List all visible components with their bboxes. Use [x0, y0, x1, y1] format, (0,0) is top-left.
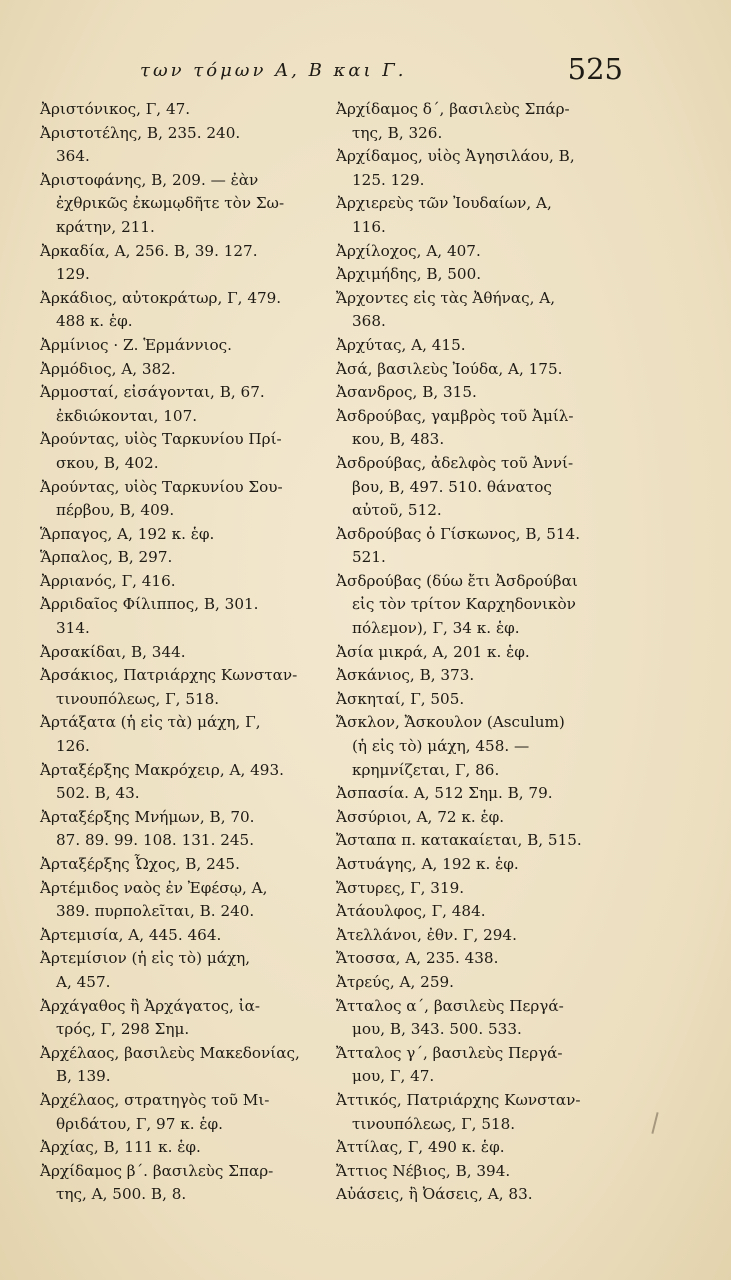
- index-entry: Ἀριστοφάνης, Β, 209. — ἐὰν ἐχθρικῶς ἐκωμῳδῆτε τὸν Σω- κράτην, 211.: [40, 170, 285, 236]
- index-entry: Ἀρχίδαμος, υἱὸς Ἀγησιλάου, Β, 125. 129.: [336, 147, 575, 189]
- index-entry: Ἀρριανός, Γ, 416.: [40, 571, 176, 590]
- index-entry: Ἀρτάξατα (ἡ εἰς τὰ) μάχη, Γ, 126.: [40, 713, 261, 756]
- index-entry: Ἀριστόνικος, Γ, 47.: [40, 100, 191, 118]
- index-entry: Ἁρμοσταί, εἰσάγονται, Β, 67. ἐκδιώκονται, 107.: [40, 383, 265, 425]
- index-entry: Ἀρχέλαος, βασιλεὺς Μακεδονίας, Β, 139.: [40, 1043, 300, 1086]
- index-entry: Ἀρτεμισία, Α, 445. 464.: [40, 925, 222, 944]
- index-entry: Ἀσπασία. Α, 512 Σημ. Β, 79.: [336, 784, 553, 803]
- index-entry: Ἄσκλον, Ἄσκουλον (Asculum) (ἡ εἰς τὸ) μάχη, 458. — κρημνίζεται, Γ, 86.: [336, 713, 565, 779]
- index-entry: Ἀρκαδία, Α, 256. Β, 39. 127. 129.: [40, 241, 258, 284]
- index-column-left: [40, 98, 326, 1207]
- index-entry: Ἀσία μικρά, Α, 201 κ. ἑφ.: [336, 642, 530, 661]
- index-entry: Ἀρχύτας, Α, 415.: [336, 335, 466, 354]
- index-entry: Ἀττίλας, Γ, 490 κ. ἑφ.: [336, 1138, 505, 1157]
- index-entry: Ἀτελλάνοι, ἐθν. Γ, 294.: [336, 925, 517, 944]
- index-entry: Ἀρσάκιος, Πατριάρχης Κωνσταν- τινουπόλεως, Γ, 518.: [40, 666, 298, 708]
- index-entry: Ἄρχοντες εἰς τὰς Ἀθήνας, Α, 368.: [336, 288, 556, 331]
- index-entry: Ἀρχέλαος, στρατηγὸς τοῦ Μι- θριδάτου, Γ, 97 κ. ἑφ.: [40, 1090, 270, 1133]
- index-entry: Ἄτοσσα, Α, 235. 438.: [336, 949, 499, 968]
- index-entry: Ἅρπαλος, Β, 297.: [40, 548, 173, 567]
- index-entry: Ἄστυρες, Γ, 319.: [336, 878, 465, 897]
- index-entry: Ἀσσύριοι, Α, 72 κ. ἑφ.: [336, 807, 505, 826]
- index-entry: Ἀσδρούβας ὁ Γίσκωνος, Β, 514. 521.: [336, 524, 581, 567]
- index-entry: Ἀσκάνιος, Β, 373.: [336, 666, 475, 685]
- page-header: [0, 52, 731, 86]
- index-entry: Ἀρούντας, υἱὸς Ταρκυνίου Πρί- σκου, Β, 402.: [40, 430, 282, 472]
- index-entry: Ἀσδρούβας (δύω ἔτι Ἀσδρούβαι εἰς τὸν τρίτον Καρχηδονικὸν πόλεμον), Γ, 34 κ. ἑφ.: [336, 571, 578, 638]
- index-entry: Ἀρταξέρξης Ὦχος, Β, 245.: [40, 855, 240, 873]
- ink-mark: [651, 1112, 658, 1134]
- index-entry: Ἀσδρούβας, ἀδελφὸς τοῦ Ἀννί- βου, Β, 497. 510. θάνατος αὐτοῦ, 512.: [336, 453, 574, 520]
- index-entry: Ἅρπαγος, Α, 192 κ. ἑφ.: [40, 524, 215, 543]
- page-number: 525: [567, 52, 623, 86]
- index-entry: Ἀρμόδιος, Α, 382.: [40, 359, 176, 378]
- index-entry: Ἀρκάδιος, αὐτοκράτωρ, Γ, 479. 488 κ. ἑφ.: [40, 288, 282, 331]
- index-entry: Ἄσταπα π. κατακαίεται, Β, 515.: [336, 831, 582, 850]
- index-entry: Ἀσδρούβας, γαμβρὸς τοῦ Ἀμίλ- κου, Β, 483.: [336, 406, 574, 449]
- index-entry: Ἄτταλος γ΄, βασιλεὺς Περγά- μου, Γ, 47.: [336, 1043, 563, 1086]
- index-entry: Ἀρταξέρξης Μνήμων, Β, 70. 87. 89. 99. 108. 131. 245.: [40, 807, 255, 850]
- index-entry: Ἀρτεμίσιον (ἡ εἰς τὸ) μάχη, Α, 457.: [40, 949, 251, 991]
- index-entry: Ἀρχάγαθος ἢ Ἀρχάγατος, ἰα- τρός, Γ, 298 Σημ.: [40, 996, 260, 1039]
- index-entry: Ἀρμίνιος · Ζ. Ἑρμάννιος.: [40, 335, 232, 354]
- index-entry: Ἀρχίας, Β, 111 κ. ἑφ.: [40, 1138, 201, 1157]
- index-entry: Ἀρταξέρξης Μακρόχειρ, Α, 493. 502. Β, 43.: [40, 760, 284, 803]
- index-entry: Ἀριστοτέλης, Β, 235. 240. 364.: [40, 123, 241, 166]
- index-entry: Ἀσανδρος, Β, 315.: [336, 383, 477, 402]
- index-entry: Ἀρχίδαμος δ΄, βασιλεὺς Σπάρ- της, Β, 326.: [336, 100, 570, 142]
- index-entry: Ἀσκηταί, Γ, 505.: [336, 689, 465, 708]
- index-entry: Ἀσά, βασιλεὺς Ἰούδα, Α, 175.: [336, 359, 563, 378]
- index-entry: Ἄτταλος α΄, βασιλεὺς Περγά- μου, Β, 343. 500. 533.: [336, 996, 564, 1039]
- index-entry: Ἀρσακίδαι, Β, 344.: [40, 642, 186, 661]
- index-entry: Αὐάσεις, ἢ Ὀάσεις, Α, 83.: [336, 1185, 533, 1204]
- index-entry: Ἀρχίλοχος, Α, 407.: [336, 241, 481, 260]
- index-entry: Ἀττικός, Πατριάρχης Κωνσταν- τινουπόλεως, Γ, 518.: [336, 1090, 581, 1133]
- index-column-right: [336, 98, 626, 1207]
- index-entry: Ἀρχιερεὺς τῶν Ἰουδαίων, Α, 116.: [336, 194, 552, 236]
- index-entry: Ἀρχίδαμος β΄. βασιλεὺς Σπαρ- της, Α, 500. Β, 8.: [40, 1161, 274, 1204]
- index-entry: Ἀρτέμιδος ναὸς ἐν Ἐφέσῳ, Α, 389. πυρπολεῖται, Β. 240.: [40, 878, 268, 921]
- index-entry: Ἀστυάγης, Α, 192 κ. ἑφ.: [336, 855, 519, 873]
- index-entry: Ἀρούντας, υἱὸς Ταρκυνίου Σου- πέρβου, Β, 409.: [40, 477, 283, 520]
- index-entry: Ἄττιος Νέβιος, Β, 394.: [336, 1161, 511, 1180]
- index-entry: Ἀτρεύς, Α, 259.: [336, 972, 454, 991]
- index-entry: Ἀρριδαῖος Φίλιππος, Β, 301. 314.: [40, 595, 259, 638]
- index-entry: Ἀτάουλφος, Γ, 484.: [336, 902, 486, 921]
- running-head: των τόμων Α, Β και Γ.: [140, 60, 407, 81]
- index-entry: Ἀρχιμήδης, Β, 500.: [336, 265, 482, 284]
